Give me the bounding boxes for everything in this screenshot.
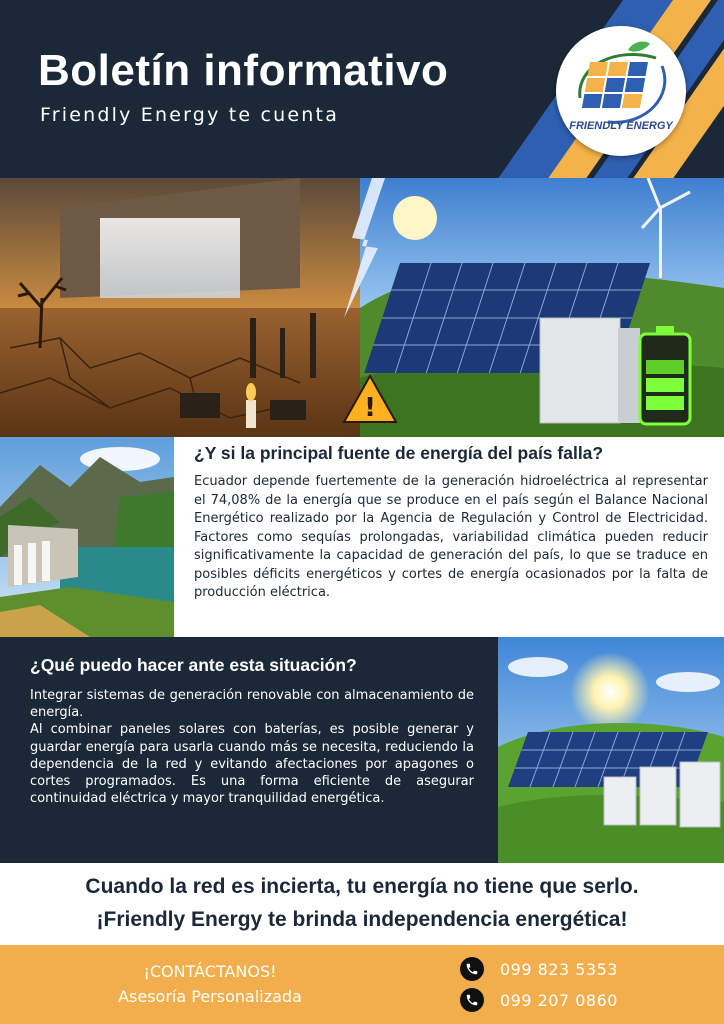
contact-subtitle: Asesoría Personalizada [118, 987, 302, 1006]
solution-section-title: ¿Qué puedo hacer ante esta situación? [30, 655, 357, 675]
header [0, 0, 724, 178]
slogan-block [0, 863, 724, 945]
phone-icon [460, 957, 484, 981]
phone-contact-2[interactable] [460, 987, 618, 1013]
svg-text:!: ! [364, 393, 376, 423]
contact-footer [0, 945, 724, 1024]
newsletter-title: Boletín informativo [38, 46, 449, 95]
solution-section-body [30, 687, 474, 807]
hydroelectric-dam-image [0, 437, 174, 637]
newsletter-subtitle: Friendly Energy te cuenta [40, 104, 340, 126]
slogan-line-2: ¡Friendly Energy te brinda independencia energética! [96, 908, 628, 931]
contact-cta: ¡CONTÁCTANOS! [143, 962, 277, 981]
friendly-energy-logo [556, 26, 686, 156]
solar-panels-batteries-image [498, 637, 724, 863]
logo-text: FRIENDLY ENERGY [569, 120, 673, 132]
solution-section [0, 637, 498, 863]
solution-paragraph-1: Integrar sistemas de generación renovable con almacenamiento de energía. [30, 688, 474, 721]
problem-section-title: ¿Y si la principal fuente de energía del país falla? [194, 443, 604, 463]
problem-section-body: Ecuador depende fuertemente de la generación hidroeléctrica al representar el 74,08% de la energía que se produce en el país según el Balance Nacional Energético realizado por la Agencia de Regulación y Control de Electricidad. Factores como sequías prolongadas, variabilidad climática pueden reducir significativamente la capacidad de generación del país, lo que se traduce en posibles déficits energéticos y cortes de energía ocasionados por la falta de producción eléctrica. [194, 474, 708, 600]
phone-number: 099 207 0860 [500, 990, 618, 1010]
phone-icon [460, 988, 484, 1012]
solution-paragraph-2: Al combinar paneles solares con baterías, es posible generar y guardar energía para usarla cuando más se necesita, reduciendo la dependencia de la red y evitando afectaciones por apagones o cortes programados. Es una forma eficiente de asegurar continuidad eléctrica y mayor tranquilidad energética. [30, 722, 474, 807]
phone-contact-1[interactable] [460, 956, 618, 982]
problem-section [174, 437, 724, 637]
slogan-line-1: Cuando la red es incierta, tu energía no tiene que serlo. [85, 875, 639, 898]
phone-number: 099 823 5353 [500, 959, 618, 979]
hero-drought-vs-solar-image [0, 178, 724, 437]
solar-panel-logo-icon [556, 26, 686, 156]
